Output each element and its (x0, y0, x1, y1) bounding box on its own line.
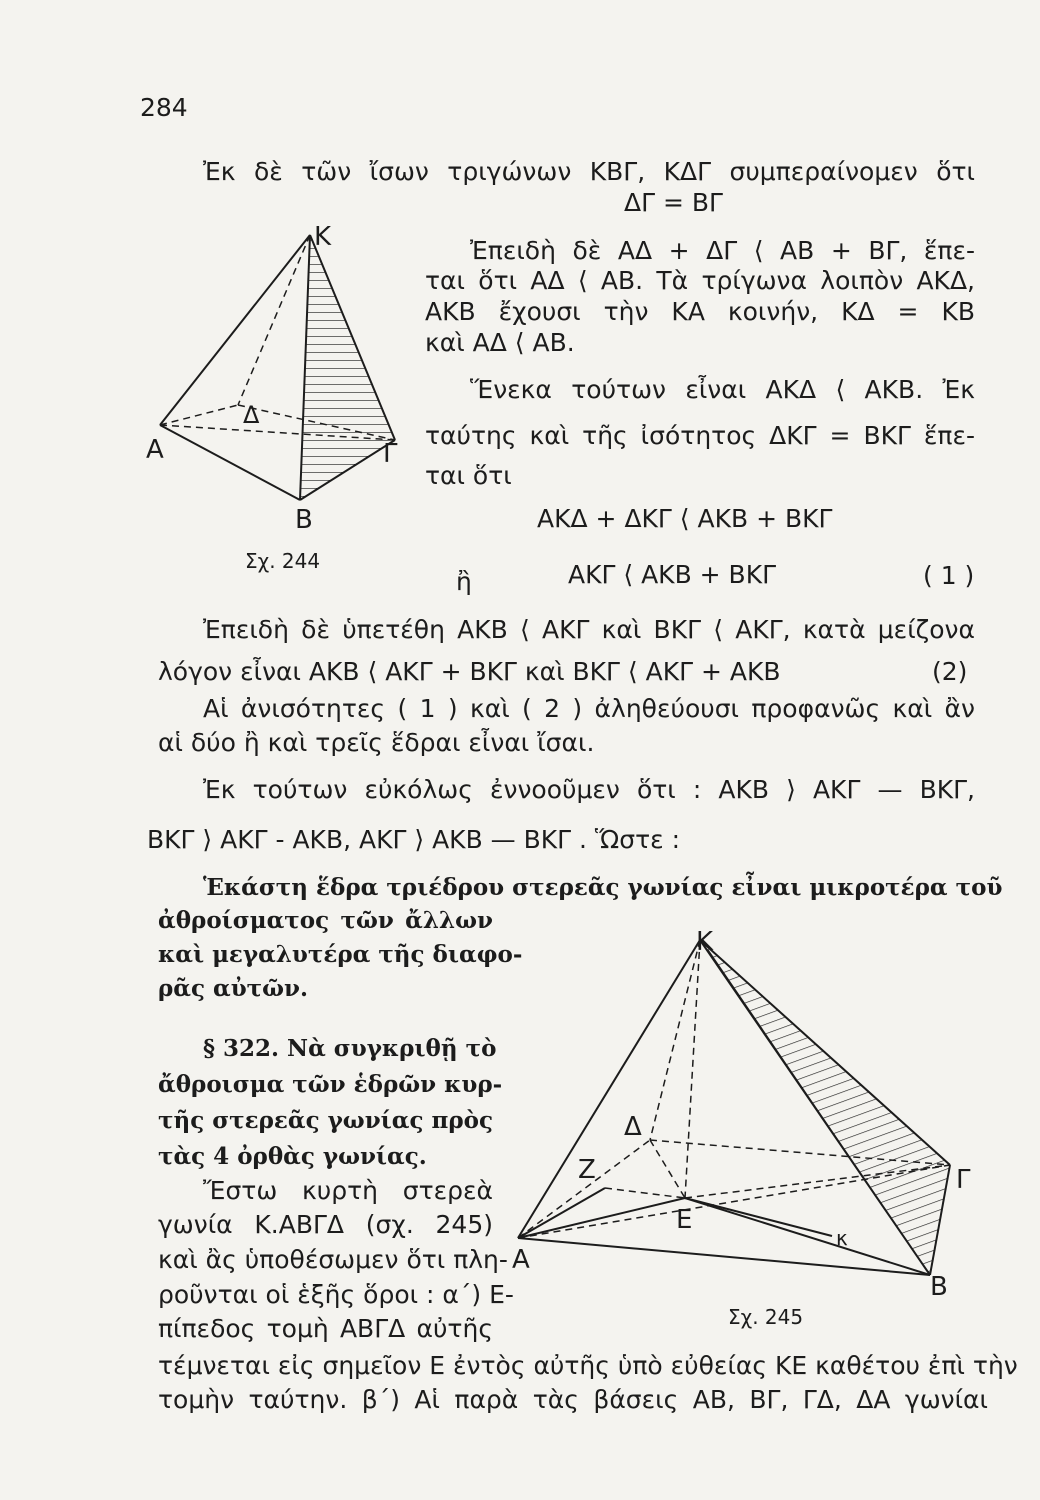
theorem-line: καὶ μεγαλυτέρα τῆς διαφο- (158, 941, 523, 968)
segment-ZE (605, 1188, 685, 1198)
label-E: Ε (676, 1205, 693, 1235)
label-K: Κ (696, 927, 714, 957)
equation-number-2: (2) (932, 657, 968, 686)
text-line: ταύτης καὶ τῆς ἰσότητος ΔΚΓ = ΒΚΓ ἕπε- (425, 421, 975, 450)
text-line: πίπεδος τομὴ ΑΒΓΔ αὐτῆς (158, 1314, 493, 1343)
text-line: ΒΚΓ ⟩ ΑΚΓ - ΑΚΒ, ΑΚΓ ⟩ ΑΚΒ — ΒΚΓ . Ὥστε : (147, 825, 681, 854)
section-heading-line: τὰς 4 ὀρθὰς γωνίας. (158, 1143, 427, 1170)
label-k: κ (836, 1226, 848, 1250)
text-line: Ἐκ τούτων εὐκόλως ἐννοοῦμεν ὅτι : ΑΚΒ ⟩ ΑΚΓ — ΒΚΓ, (203, 775, 975, 804)
text-line: ροῦνται οἱ ἑξῆς ὅροι : α΄) Ε- (158, 1280, 514, 1309)
text-line: Ἐπειδὴ δὲ ΑΔ + ΔΓ ⟨ ΑΒ + ΒΓ, ἕπε- (470, 236, 975, 265)
theorem-line: Ἑκάστη ἕδρα τριέδρου στερεᾶς γωνίας εἶναι μικροτέρα τοῦ (203, 874, 1003, 901)
inequality-2: ΑΚΓ ⟨ ΑΚΒ + ΒΚΓ (568, 560, 777, 589)
label-Z: Ζ (578, 1155, 596, 1185)
segment-DE (650, 1140, 685, 1198)
text-line: Ἐπειδὴ δὲ ὑπετέθη ΑΚΒ ⟨ ΑΚΓ καὶ ΒΚΓ ⟨ ΑΚΓ, κατὰ μείζονα (203, 615, 975, 644)
text-line: καὶ ΑΔ ⟨ ΑΒ. (425, 328, 575, 357)
text-line: καὶ ἂς ὑποθέσωμεν ὅτι πλη- (158, 1245, 508, 1274)
segment-Ek (685, 1198, 832, 1236)
inequality-1: ΑΚΔ + ΔΚΓ ⟨ ΑΚΒ + ΒΚΓ (537, 504, 833, 533)
hatched-face (700, 940, 950, 1275)
projection-line (708, 950, 930, 1275)
segment-AE (518, 1198, 685, 1238)
theorem-line: ρᾶς αὐτῶν. (158, 975, 309, 1002)
caption-244: Σχ. 244 (245, 549, 321, 573)
text-line: ΑΚΒ ἔχουσι τὴν ΚΑ κοινήν, ΚΔ = ΚΒ (425, 297, 975, 326)
label-G: Γ (383, 439, 398, 469)
text-line: τέμνεται εἰς σημεῖον Ε ἐντὸς αὐτῆς ὑπὸ εὐθείας ΚΕ καθέτου ἐπὶ τὴν (158, 1351, 1018, 1380)
segment-KE (685, 940, 700, 1198)
label-K: Κ (314, 222, 332, 252)
equation-line: ΔΓ = ΒΓ (624, 188, 723, 217)
text-line: ται ὅτι (425, 461, 512, 490)
projection-line (700, 940, 950, 1165)
text-line: Ἔστω κυρτὴ στερεὰ (203, 1176, 493, 1205)
text-line: Ἕνεκα τούτων εἶναι ΑΚΔ ⟨ ΑΚΒ. Ἐκ (470, 375, 975, 404)
text-line: Ἐκ δὲ τῶν ἴσων τριγώνων ΚΒΓ, ΚΔΓ συμπεραίνομεν ὅτι (203, 157, 975, 186)
edge-KA (518, 940, 700, 1238)
text-line: γωνία Κ.ΑΒΓΔ (σχ. 245) (158, 1210, 493, 1239)
label-D: Δ (624, 1112, 642, 1142)
or-word: ἢ (456, 567, 472, 596)
theorem-line: ἀθροίσματος τῶν ἄλλων (158, 907, 493, 934)
text-line: ται ὅτι ΑΔ ⟨ ΑΒ. Τὰ τρίγωνα λοιπὸν ΑΚΔ, (425, 266, 975, 295)
text-line: λόγον εἶναι ΑΚΒ ⟨ ΑΚΓ + ΒΚΓ καὶ ΒΚΓ ⟨ ΑΚΓ + ΑΚΒ (158, 657, 781, 686)
caption-245: Σχ. 245 (728, 1305, 804, 1329)
segment-AZ (518, 1188, 605, 1238)
label-D: Δ (243, 401, 260, 429)
section-heading-line: ἄθροισμα τῶν ἑδρῶν κυρ- (158, 1071, 503, 1098)
label-B: Β (930, 1272, 948, 1302)
equation-number-1: ( 1 ) (923, 561, 975, 590)
page-number: 284 (140, 93, 188, 122)
label-B: Β (295, 505, 313, 535)
label-G: Γ (956, 1165, 971, 1195)
label-A: Α (512, 1245, 530, 1275)
edge-KD (650, 940, 700, 1140)
section-heading-line: § 322. Νὰ συγκριθῇ τὸ (203, 1035, 497, 1062)
text-line: τομὴν ταύτην. β΄) Αἱ παρὰ τὰς βάσεις ΑΒ, ΒΓ, ΓΔ, ΔΑ γωνίαι (158, 1385, 988, 1414)
text-line: Αἱ ἀνισότητες ( 1 ) καὶ ( 2 ) ἀληθεύουσι προφανῶς καὶ ἂν (203, 694, 975, 723)
text-line: αἱ δύο ἢ καὶ τρεῖς ἕδραι εἶναι ἴσαι. (158, 728, 595, 757)
section-heading-line: τῆς στερεᾶς γωνίας πρὸς (158, 1107, 493, 1134)
label-A: Α (146, 435, 164, 465)
